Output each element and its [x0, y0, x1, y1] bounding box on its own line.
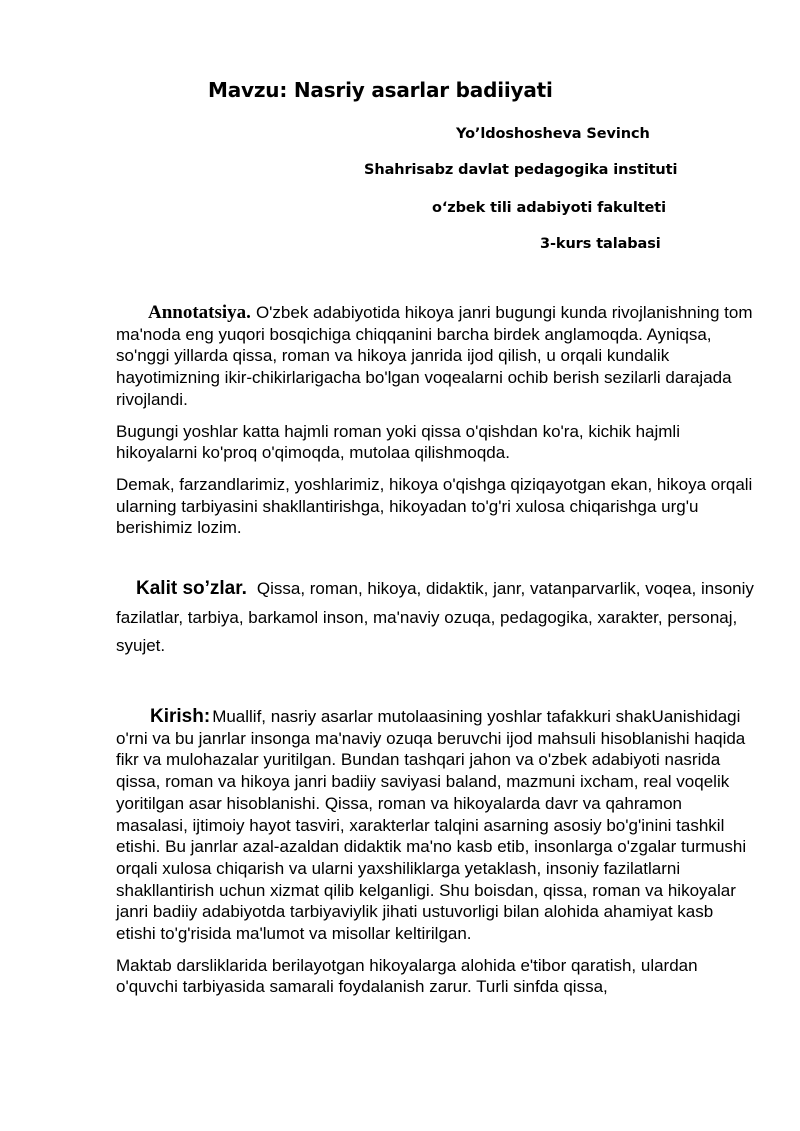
introduction-paragraph [116, 706, 756, 945]
introduction-heading: Kirish: [150, 706, 211, 727]
document-title: Mavzu: Nasriy asarlar badiiyati [208, 78, 553, 102]
introduction-paragraph-2: Maktab darsliklarida berilayotgan hikoyalarga alohida e'tibor qaratish, ulardan o'quvchi tarbiyasida samarali foydalanish zarur. Turli sinfda qissa, [116, 955, 698, 997]
author-institute: Shahrisabz davlat pedagogika instituti [364, 162, 678, 178]
keywords-heading: Kalit so’zlar. [136, 578, 247, 599]
introduction-text: Muallif, nasriy asarlar mutolaasining yoshlar tafakkuri shakUanishidagi o'rni va bu janrlar insonga ma'naviy ozuqa beruvchi ijod mahsuli hisoblanishi haqida fikr va mulohazalar yuritilgan. Bundan tashqari jahon va o'zbek adabiyoti nasrida qissa, roman va hikoya janri badiiy saviyasi baland, mazmuni ixcham, real voqelik yoritilgan asar hisoblanishi. Qissa, roman va hikoyalarda davr va qahramon masalasi, ijtimoiy hayot tasviri, xarakterlar talqini asarning asosiy bo'g'inini tashkil etishi. Bu janrlar azal-azaldan didaktik ma'no kasb etib, insonlarga o'zgalar turmushi orqali xulosa chiqarish va ularni yaxshiliklarga yetaklash, insoniy fazilatlarni shakllantirish uchun xizmat qilib kelganligi. Shu boisdan, qissa, roman va hikoyalar janri badiiy adabiyotda tarbiyaviylik jihati ustuvorligi bilan alohida ahamiyat kasb etishi to'g'risida ma'lumot va misollar keltirilgan. [116, 707, 747, 944]
annotation-paragraph [116, 302, 756, 411]
author-faculty: o‘zbek tili adabiyoti fakulteti [432, 200, 666, 216]
introduction-section [116, 706, 756, 998]
author-course: 3-kurs talabasi [540, 236, 661, 252]
annotation-paragraph-2: Bugungi yoshlar katta hajmli roman yoki qissa o'qishdan ko'ra, kichik hajmli hikoyalarni ko'proq o'qimoqda, mutolaa qilishmoqda. [116, 421, 680, 463]
annotation-heading: Annotatsiya. [148, 302, 251, 323]
author-name: Yo’ldoshosheva Sevinch [456, 126, 650, 142]
keywords-text: Qissa, roman, hikoya, didaktik, janr, vatanparvarlik, voqea, insoniy fazilatlar, tarbiya, barkamol inson, ma'naviy ozuqa, pedagogika, xarakter, personaj, syujet. [116, 579, 754, 655]
keywords-section [116, 575, 756, 661]
annotation-section [116, 302, 756, 539]
annotation-text: O'zbek adabiyotida hikoya janri bugungi kunda rivojlanishning tom ma'noda eng yuqori bosqichiga chiqqanini barcha birdek anglamoqda. Ayniqsa, so'nggi yillarda qissa, roman va hikoya janrida ijod qilish, u orqali kundalik hayotimizning ikir-chikirlarigacha bo'lgan voqealarni ochib berish sezilarli darajada rivojlandi. [116, 303, 753, 409]
annotation-paragraph-3: Demak, farzandlarimiz, yoshlarimiz, hikoya o'qishga qiziqayotgan ekan, hikoya orqali ularning tarbiyasini shakllantirishga, hikoyadan to'g'ri xulosa chiqarishga urg'u berishimiz lozim. [116, 474, 753, 538]
keywords-paragraph [116, 575, 756, 661]
